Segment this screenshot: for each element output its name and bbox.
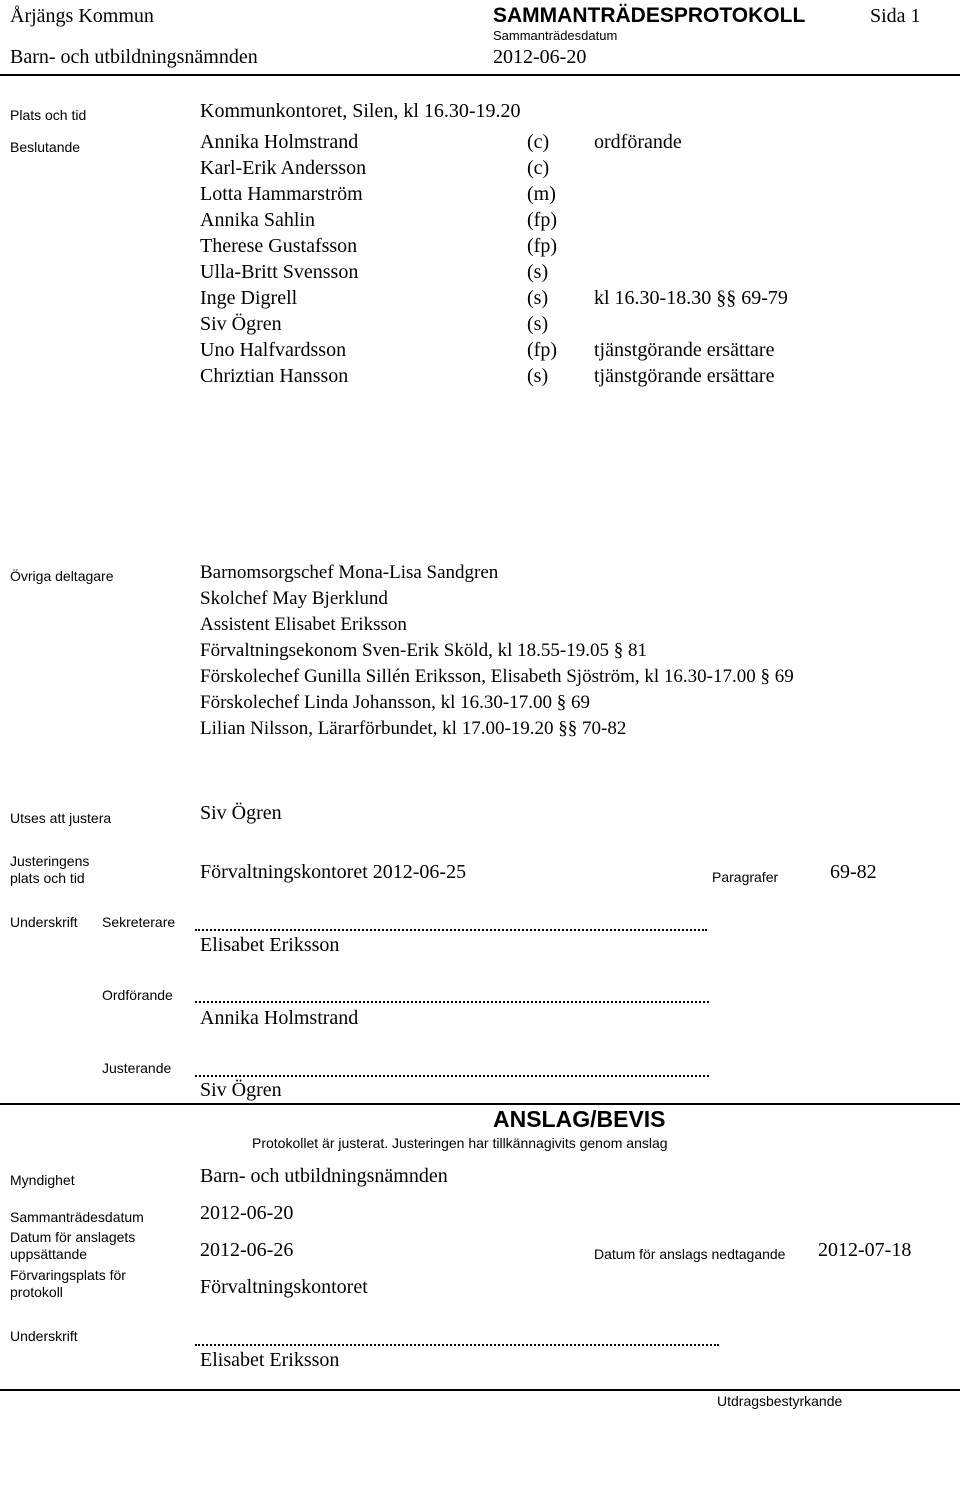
notice-signer: Elisabet Eriksson (200, 1349, 340, 1371)
member-note: tjänstgörande ersättare (594, 365, 775, 387)
adjustment-place-label: Justeringens (10, 853, 90, 869)
member-party: (fp) (527, 209, 557, 231)
posted-date: 2012-06-26 (200, 1239, 294, 1261)
participant-line: Förvaltningsekonom Sven-Erik Sköld, kl 18.55-19.05 § 81 (200, 640, 648, 661)
notice-signature-line (195, 1344, 719, 1346)
participant-line: Lilian Nilsson, Lärarförbundet, kl 17.00-19.20 §§ 70-82 (200, 718, 627, 739)
secretary-name: Elisabet Eriksson (200, 934, 340, 956)
member-party: (c) (527, 157, 550, 179)
storage-label: Förvaringsplats för (10, 1267, 126, 1283)
meeting-place: Kommunkontoret, Silen, kl 16.30-19.20 (200, 100, 521, 122)
participant-line: Skolchef May Bjerklund (200, 588, 388, 609)
adjuster-appointed: Siv Ögren (200, 802, 282, 824)
adjustment-place-label-2: plats och tid (10, 870, 85, 886)
member-party: (m) (527, 183, 556, 205)
footer-divider (0, 1389, 960, 1391)
notice-meeting-date-label: Sammanträdesdatum (10, 1209, 144, 1225)
municipality-name: Årjängs Kommun (10, 5, 154, 27)
member-name: Uno Halfvardsson (200, 339, 347, 361)
member-name: Karl-Erik Andersson (200, 157, 367, 179)
other-participants-label: Övriga deltagare (10, 568, 114, 584)
member-party: (s) (527, 365, 549, 387)
notice-title: ANSLAG/BEVIS (493, 1106, 666, 1132)
member-party: (s) (527, 261, 549, 283)
participant-line: Assistent Elisabet Eriksson (200, 614, 407, 635)
participant-line: Förskolechef Linda Johansson, kl 16.30-17.00 § 69 (200, 692, 590, 713)
member-name: Ulla-Britt Svensson (200, 261, 359, 283)
member-note: ordförande (594, 131, 682, 153)
member-name: Chriztian Hansson (200, 365, 349, 387)
member-party: (s) (527, 313, 549, 335)
committee-name: Barn- och utbildningsnämnden (10, 46, 258, 68)
member-name: Siv Ögren (200, 313, 282, 335)
adjustment-place: Förvaltningskontoret 2012-06-25 (200, 861, 467, 883)
authority-label: Myndighet (10, 1172, 75, 1188)
member-party: (fp) (527, 339, 557, 361)
decision-makers-label: Beslutande (10, 139, 81, 155)
member-name: Annika Holmstrand (200, 131, 359, 153)
paragraphs-range: 69-82 (830, 861, 877, 883)
place-label: Plats och tid (10, 107, 87, 123)
storage-label-2: protokoll (10, 1284, 63, 1300)
adjuster-label: Justerande (102, 1060, 172, 1076)
posted-date-label-2: uppsättande (10, 1246, 88, 1262)
notice-meeting-date: 2012-06-20 (200, 1202, 294, 1224)
secretary-signature-line (195, 929, 707, 931)
member-name: Annika Sahlin (200, 209, 315, 231)
member-name: Lotta Hammarström (200, 183, 363, 205)
adjuster-appointed-label: Utses att justera (10, 810, 112, 826)
meeting-date-label: Sammanträdesdatum (493, 28, 618, 43)
secretary-label: Sekreterare (102, 914, 176, 930)
signature-label: Underskrift (10, 914, 78, 930)
member-party: (c) (527, 131, 550, 153)
member-name: Inge Digrell (200, 287, 298, 309)
removal-date: 2012-07-18 (818, 1239, 912, 1261)
meeting-date: 2012-06-20 (493, 46, 587, 68)
notice-divider (0, 1103, 960, 1105)
storage-location: Förvaltningskontoret (200, 1276, 368, 1298)
member-note: kl 16.30-18.30 §§ 69-79 (594, 287, 788, 309)
adjuster-name: Siv Ögren (200, 1079, 282, 1101)
chair-signature-line (195, 1001, 709, 1003)
member-party: (fp) (527, 235, 557, 257)
chair-label: Ordförande (102, 987, 173, 1003)
page-number: Sida 1 (870, 5, 921, 27)
paragraphs-label: Paragrafer (712, 869, 779, 885)
notice-signature-label: Underskrift (10, 1328, 78, 1344)
authority-name: Barn- och utbildningsnämnden (200, 1165, 448, 1187)
member-party: (s) (527, 287, 549, 309)
adjuster-signature-line (195, 1075, 709, 1077)
posted-date-label: Datum för anslagets (10, 1229, 136, 1245)
document-title: SAMMANTRÄDESPROTOKOLL (493, 4, 806, 27)
header-divider (0, 74, 960, 76)
participant-line: Förskolechef Gunilla Sillén Eriksson, Elisabeth Sjöström, kl 16.30-17.00 § 69 (200, 666, 794, 687)
removal-date-label: Datum för anslags nedtagande (594, 1246, 786, 1262)
chair-name: Annika Holmstrand (200, 1007, 359, 1029)
member-name: Therese Gustafsson (200, 235, 358, 257)
extract-certification-label: Utdragsbestyrkande (717, 1393, 843, 1409)
participant-line: Barnomsorgschef Mona-Lisa Sandgren (200, 562, 499, 583)
notice-subtitle: Protokollet är justerat. Justeringen har tillkännagivits genom anslag (252, 1135, 668, 1151)
member-note: tjänstgörande ersättare (594, 339, 775, 361)
